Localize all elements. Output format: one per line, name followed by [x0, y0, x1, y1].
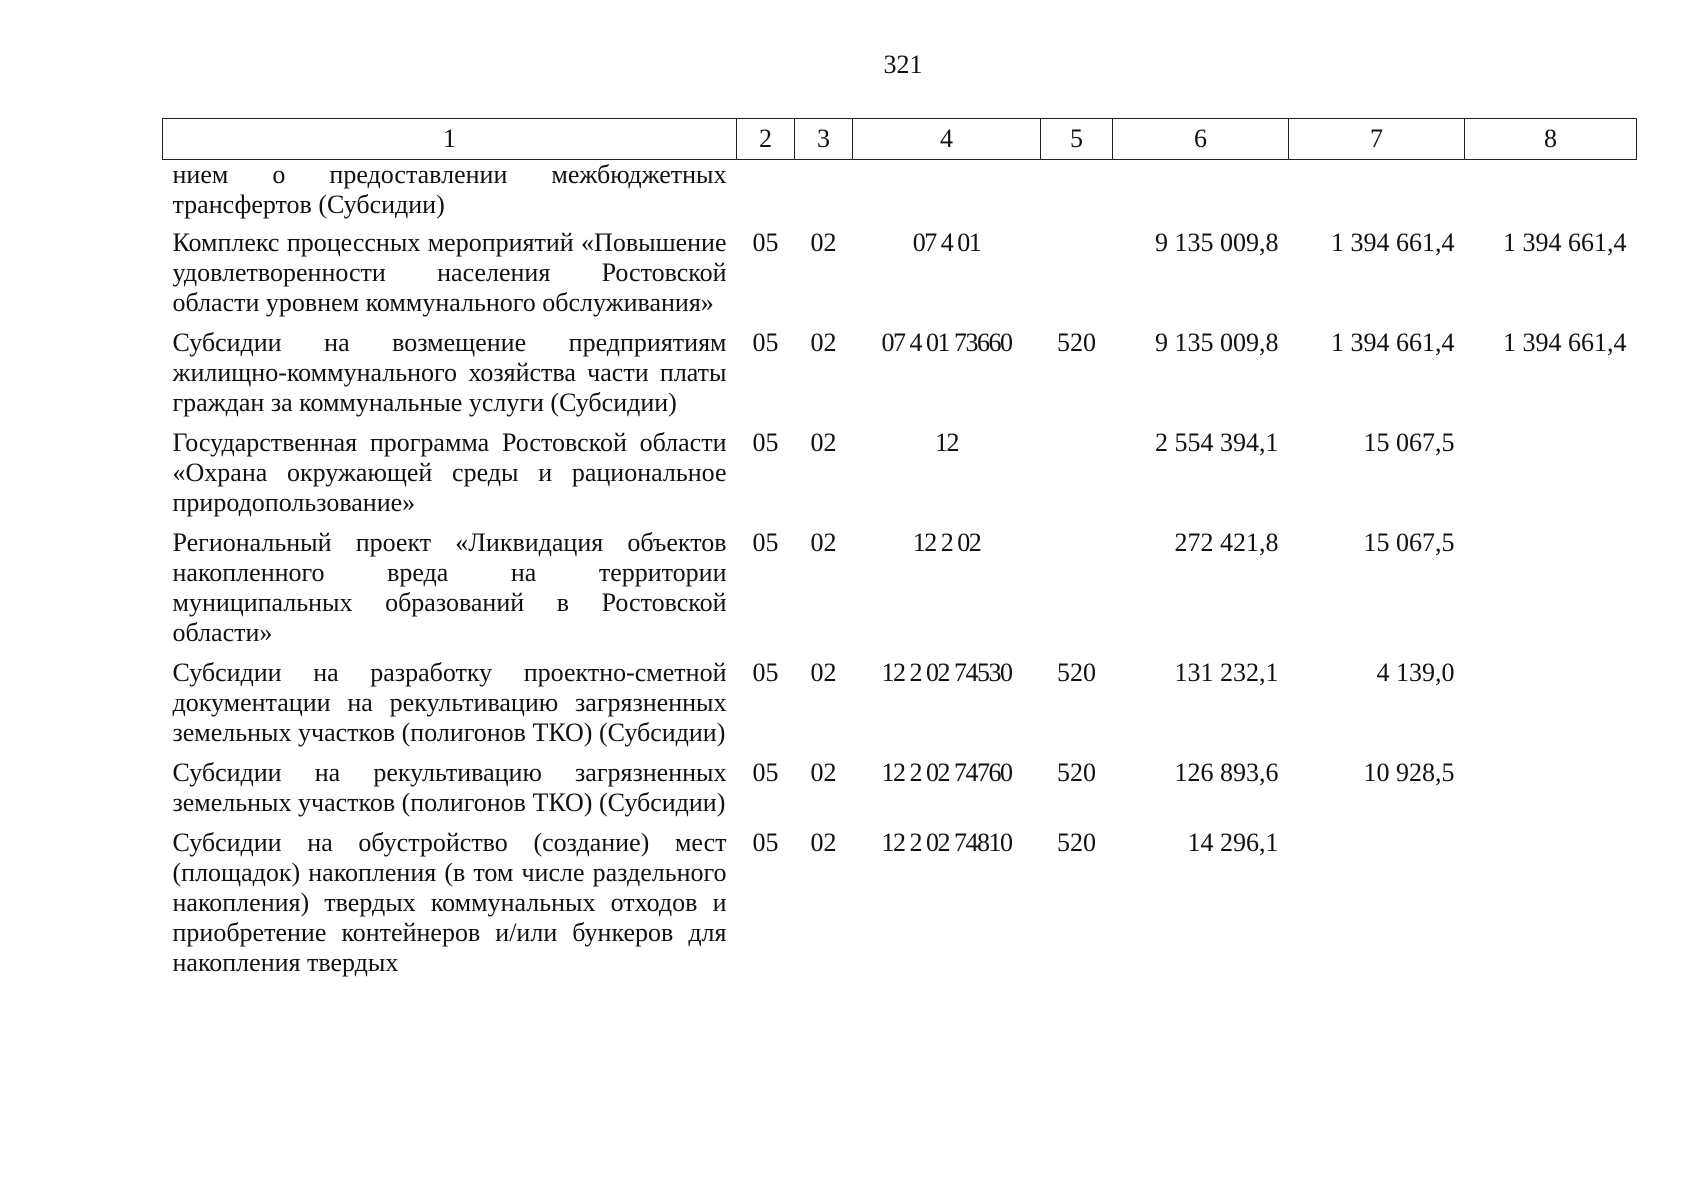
row-subsection: 02	[810, 758, 837, 787]
header-col-5: 5	[1041, 119, 1113, 160]
table-header	[163, 119, 1637, 160]
row-expense-type	[1041, 160, 1113, 229]
row-amount-year1	[1113, 160, 1289, 229]
table-row	[163, 428, 1637, 528]
header-col-7: 7	[1289, 119, 1465, 160]
page-number: 321	[883, 50, 923, 79]
row-subsection: 02	[810, 428, 837, 457]
row-amount-year3	[1465, 828, 1637, 988]
row-amount-year1: 9 135 009,8	[1155, 328, 1279, 357]
row-amount-year2	[1289, 828, 1465, 988]
row-subsection: 02	[810, 658, 837, 687]
row-target-article: 12	[935, 428, 958, 457]
row-name: Государственная программа Ростовской области «Охрана окружающей среды и рациональное природопользование»	[172, 428, 727, 517]
row-amount-year3	[1465, 428, 1637, 528]
row-amount-year3	[1465, 658, 1637, 758]
header-col-2: 2	[737, 119, 795, 160]
table-row	[163, 228, 1637, 328]
row-target-article: 07 4 01 73660	[881, 328, 1012, 357]
row-expense-type	[1041, 428, 1113, 528]
row-amount-year2: 15 067,5	[1363, 428, 1455, 457]
row-amount-year2: 1 394 661,4	[1331, 228, 1455, 257]
row-target-article: 12 2 02 74760	[881, 758, 1012, 787]
table-row	[163, 658, 1637, 758]
row-amount-year1: 9 135 009,8	[1155, 228, 1279, 257]
row-expense-type: 520	[1057, 758, 1096, 787]
row-section: 05	[752, 228, 779, 257]
table-row	[163, 828, 1637, 988]
row-amount-year1: 126 893,6	[1174, 758, 1279, 787]
row-amount-year1: 2 554 394,1	[1155, 428, 1279, 457]
row-section: 05	[752, 428, 779, 457]
header-col-8: 8	[1465, 119, 1637, 160]
row-section: 05	[752, 658, 779, 687]
row-amount-year3: 1 394 661,4	[1503, 328, 1627, 357]
header-col-1: 1	[163, 119, 737, 160]
budget-table	[162, 118, 1637, 988]
row-section: 05	[752, 828, 779, 857]
row-subsection: 02	[810, 228, 837, 257]
row-name: нием о предоставлении межбюджетных трансфертов (Субсидии)	[172, 160, 727, 219]
row-name: Субсидии на рекультивацию загрязненных земельных участков (полигонов ТКО) (Субсидии)	[172, 758, 727, 817]
row-expense-type: 520	[1057, 828, 1096, 857]
row-section: 05	[752, 758, 779, 787]
row-amount-year3	[1465, 758, 1637, 828]
row-target-article: 12 2 02	[912, 528, 981, 557]
row-target-article	[853, 160, 1041, 229]
table-row	[163, 160, 1637, 229]
row-amount-year2	[1289, 160, 1465, 229]
row-subsection: 02	[810, 828, 837, 857]
row-expense-type	[1041, 528, 1113, 658]
header-col-6: 6	[1113, 119, 1289, 160]
table-row	[163, 328, 1637, 428]
row-amount-year2: 1 394 661,4	[1331, 328, 1455, 357]
table-body	[163, 160, 1637, 989]
header-row	[163, 119, 1637, 160]
row-section: 05	[752, 328, 779, 357]
row-amount-year2: 4 139,0	[1376, 658, 1455, 687]
row-name: Субсидии на обустройство (создание) мест (площадок) накопления (в том числе раздельного накопления) твердых коммунальных отходов и приобретение контейнеров и/или бункеров для накопления твердых	[172, 828, 727, 977]
row-section	[737, 160, 795, 229]
header-col-4: 4	[853, 119, 1041, 160]
row-expense-type: 520	[1057, 658, 1096, 687]
row-name: Комплекс процессных мероприятий «Повышение удовлетворенности населения Ростовской области уровнем коммунального обслуживания»	[172, 228, 727, 317]
row-amount-year2: 10 928,5	[1363, 758, 1455, 787]
row-name: Субсидии на разработку проектно-сметной документации на рекультивацию загрязненных земельных участков (полигонов ТКО) (Субсидии)	[172, 658, 727, 747]
row-amount-year3	[1465, 528, 1637, 658]
row-name: Субсидии на возмещение предприятиям жилищно-коммунального хозяйства части платы граждан за коммунальные услуги (Субсидии)	[172, 328, 727, 417]
row-amount-year1: 272 421,8	[1174, 528, 1279, 557]
row-target-article: 12 2 02 74530	[881, 658, 1012, 687]
row-amount-year2: 15 067,5	[1363, 528, 1455, 557]
row-amount-year1: 14 296,1	[1187, 828, 1279, 857]
row-name: Региональный проект «Ликвидация объектов накопленного вреда на территории муниципальных образований в Ростовской области»	[172, 528, 727, 647]
row-subsection: 02	[810, 328, 837, 357]
table-row	[163, 758, 1637, 828]
row-expense-type	[1041, 228, 1113, 328]
row-amount-year1: 131 232,1	[1174, 658, 1279, 687]
row-subsection	[795, 160, 853, 229]
row-target-article: 12 2 02 74810	[881, 828, 1012, 857]
table-row	[163, 528, 1637, 658]
row-target-article: 07 4 01	[912, 228, 981, 257]
row-subsection: 02	[810, 528, 837, 557]
row-expense-type: 520	[1057, 328, 1096, 357]
row-section: 05	[752, 528, 779, 557]
header-col-3: 3	[795, 119, 853, 160]
row-amount-year3: 1 394 661,4	[1503, 228, 1627, 257]
row-amount-year3	[1465, 160, 1637, 229]
